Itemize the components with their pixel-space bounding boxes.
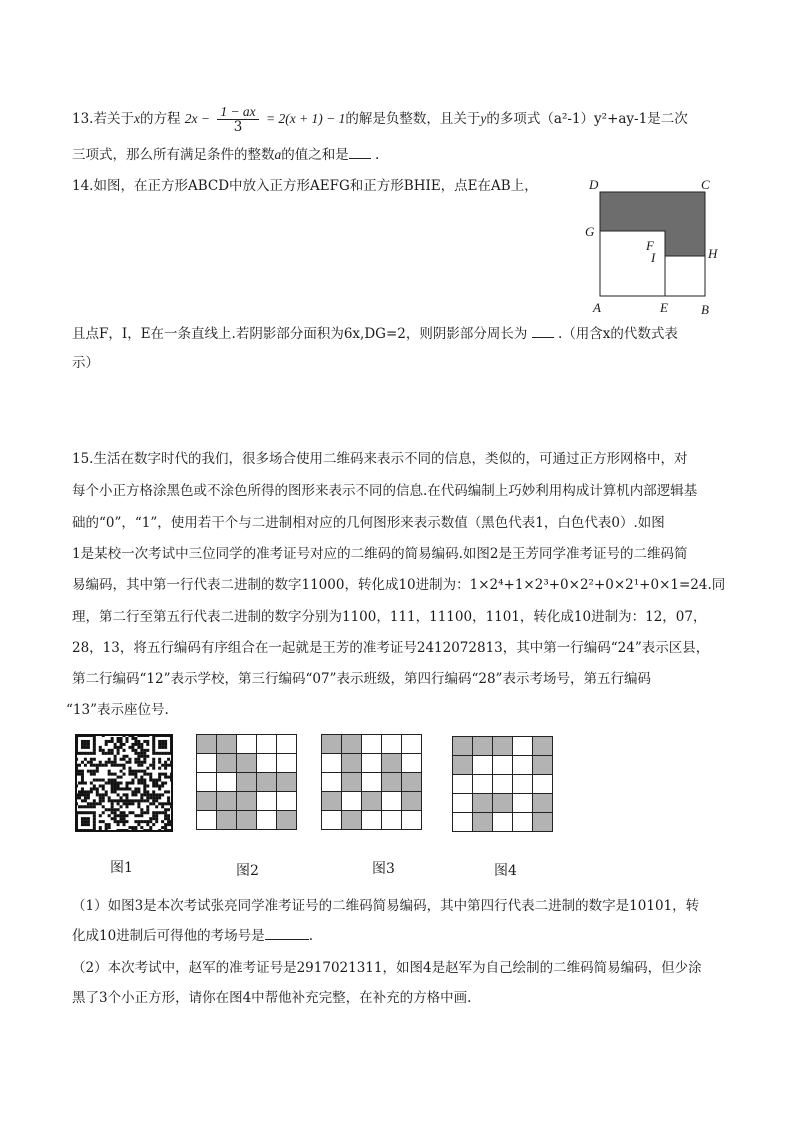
grid-cell: [402, 735, 422, 754]
caption-figure-1: 图1: [110, 860, 133, 876]
grid-cell: [382, 811, 402, 830]
fraction-numerator: 1 − ax: [217, 104, 258, 120]
grid-cell: [322, 811, 342, 830]
q15-line: 28，13，将五行编码有序组合在一起就是王芳的准考证号2412072813，其中第一行编码“24”表示区县，: [72, 640, 710, 656]
equation-fraction: [217, 104, 258, 135]
grid-cell[interactable]: [533, 813, 553, 832]
grid-cell[interactable]: [453, 756, 473, 775]
grid-cell[interactable]: [513, 794, 533, 813]
grid-cell[interactable]: [473, 756, 493, 775]
q15-line: 理，第二行至第五行代表二进制的数字分别为1100，111，11100，1101，转化成10进制为：12，07，: [72, 609, 707, 625]
grid-cell: [257, 735, 277, 754]
grid-cell: [362, 811, 382, 830]
q15-line: “13”表示座位号.: [66, 702, 169, 718]
q14-text: .（用含x的代数式表: [557, 326, 678, 342]
grid-cell: [217, 773, 237, 792]
q15-line: 易编码，其中第一行代表二进制的数字11000，转化成10进制为：1×2⁴+1×2³+0×2²+0×2¹+0×1=24.同: [72, 577, 726, 593]
grid-cell: [362, 773, 382, 792]
q14-line3: 示）: [72, 355, 99, 371]
grid-cell: [257, 754, 277, 773]
grid-cell[interactable]: [493, 813, 513, 832]
grid-cell: [197, 735, 217, 754]
grid-cell: [342, 773, 362, 792]
grid-cell: [342, 735, 362, 754]
grid-cell: [237, 773, 257, 792]
grid-cell[interactable]: [513, 775, 533, 794]
grid-cell: [237, 811, 257, 830]
grid-figure-2: [196, 734, 297, 830]
grid-cell: [362, 735, 382, 754]
caption-figure-4: 图4: [494, 863, 517, 879]
grid-cell[interactable]: [533, 794, 553, 813]
grid-cell: [217, 792, 237, 811]
grid-cell: [277, 811, 297, 830]
grid-cell: [362, 792, 382, 811]
answer-blank[interactable]: [349, 146, 371, 159]
q13-text: 13.若关于: [72, 111, 134, 127]
grid-cell: [402, 754, 422, 773]
grid-cell[interactable]: [453, 775, 473, 794]
grid-cell: [322, 792, 342, 811]
q15-sub1-line1: （1）如图3是本次考试张亮同学准考证号的二维码简易编码，其中第四行代表二进制的数字是10101，转: [72, 898, 700, 914]
grid-cell: [277, 773, 297, 792]
q13-text: 的方程: [139, 111, 181, 127]
grid-cell: [257, 773, 277, 792]
grid-cell[interactable]: [513, 756, 533, 775]
q15-text: 化成10进制后可得他的考场号是: [72, 928, 265, 944]
grid-figure-3: [321, 734, 422, 830]
grid-cell[interactable]: [473, 775, 493, 794]
label-A: A: [593, 300, 601, 315]
q15-line: 每个小正方格涂黑色或不涂色所得的图形来表示不同的信息.在代码编制上巧妙利用构成计算机内部逻辑基: [72, 483, 698, 499]
grid-cell[interactable]: [513, 813, 533, 832]
q13-line1: [72, 104, 688, 135]
fraction-denominator: 3: [233, 119, 243, 135]
grid-cell[interactable]: [533, 775, 553, 794]
grid-cell: [322, 754, 342, 773]
grid-cell[interactable]: [493, 775, 513, 794]
grid-cell: [402, 792, 422, 811]
q13-line2: [72, 145, 379, 165]
grid-cell: [257, 792, 277, 811]
grid-cell: [322, 735, 342, 754]
grid-cell[interactable]: [493, 794, 513, 813]
q13-text: .: [375, 147, 380, 163]
label-I: I: [651, 250, 656, 265]
grid-cell: [277, 735, 297, 754]
q14-line1: 14.如图，在正方形ABCD中放入正方形AEFG和正方形BHIE，点E在AB上，: [72, 178, 538, 194]
grid-cell: [277, 792, 297, 811]
grid-cell: [402, 773, 422, 792]
grid-cell: [382, 735, 402, 754]
q15-line: 15.生活在数字时代的我们，很多场合使用二维码来表示不同的信息，类似的，可通过正方形网格中，对: [72, 451, 688, 467]
grid-cell[interactable]: [453, 737, 473, 756]
q15-text: .: [308, 928, 313, 944]
grid-cell[interactable]: [453, 794, 473, 813]
label-H: H: [708, 246, 718, 261]
grid-cell: [322, 773, 342, 792]
q15-line: 1是某校一次考试中三位同学的准考证号对应的二维码的简易编码.如图2是王芳同学准考证号的二维码简: [72, 546, 688, 562]
grid-cell[interactable]: [533, 737, 553, 756]
grid-cell[interactable]: [513, 737, 533, 756]
q15-line: 第二行编码“12”表示学校，第三行编码“07”表示班级，第四行编码“28”表示考场号，第五行编码: [72, 671, 651, 687]
grid-cell: [217, 735, 237, 754]
grid-figure-4[interactable]: [452, 736, 553, 832]
label-G: G: [585, 224, 595, 239]
var-x: x: [133, 111, 140, 126]
q14-text: 且点F，I，E在一条直线上.若阴影部分面积为6x,DG=2，则阴影部分周长为: [72, 326, 528, 342]
label-B: B: [701, 302, 709, 317]
square-bhie: [665, 256, 705, 296]
q15-line: 础的“0”，“1”，使用若干个与二进制相对应的几何图形来表示数值（黑色代表1，白色代表0）.如图: [72, 515, 665, 531]
grid-cell[interactable]: [473, 794, 493, 813]
q13-text: 的解是负整数，且关于: [345, 111, 481, 127]
grid-cell: [382, 754, 402, 773]
grid-cell: [217, 754, 237, 773]
grid-cell: [197, 754, 217, 773]
var-a: a: [274, 147, 282, 162]
q13-text: 的值之和是: [281, 147, 349, 163]
caption-figure-2: 图2: [236, 863, 259, 879]
q14-line2: [72, 324, 678, 344]
grid-cell: [382, 773, 402, 792]
q15-sub2-line2: 黑了3个小正方形，请你在图4中帮他补充完整，在补充的方格中画.: [72, 990, 472, 1006]
grid-cell: [217, 811, 237, 830]
qr-code-image: [75, 734, 173, 832]
grid-cell: [237, 754, 257, 773]
label-D: D: [589, 177, 599, 192]
q13-text: 三项式，那么所有满足条件的整数: [72, 147, 275, 163]
grid-cell[interactable]: [493, 737, 513, 756]
q14-figure: [580, 174, 730, 320]
grid-cell: [237, 735, 257, 754]
label-E: E: [660, 300, 668, 315]
q13-text: 的多项式（a²-1）y²+ay-1是二次: [486, 111, 688, 127]
equation-rhs: = 2(x + 1) − 1: [265, 111, 346, 126]
grid-cell: [197, 773, 217, 792]
grid-cell: [382, 792, 402, 811]
grid-cell: [257, 811, 277, 830]
grid-cell: [197, 811, 217, 830]
label-C: C: [701, 177, 710, 192]
grid-cell[interactable]: [493, 756, 513, 775]
grid-cell: [237, 792, 257, 811]
grid-cell: [277, 754, 297, 773]
equation-lhs: 2x −: [184, 111, 211, 126]
grid-cell[interactable]: [473, 813, 493, 832]
q15-sub2-line1: （2）本次考试中，赵军的准考证号是2917021311，如图4是赵军为自己绘制的二维码简易编码，但少涂: [72, 960, 702, 976]
grid-cell[interactable]: [453, 813, 473, 832]
grid-cell: [402, 811, 422, 830]
grid-cell[interactable]: [473, 737, 493, 756]
answer-blank[interactable]: [532, 325, 554, 338]
grid-cell: [197, 792, 217, 811]
grid-cell: [342, 792, 362, 811]
answer-blank[interactable]: [265, 927, 309, 940]
var-y: y: [480, 111, 487, 126]
grid-cell: [342, 754, 362, 773]
grid-cell[interactable]: [533, 756, 553, 775]
label-F: F: [646, 238, 654, 253]
q15-sub1-line2: [72, 926, 313, 946]
grid-cell: [362, 754, 382, 773]
grid-cell: [342, 811, 362, 830]
caption-figure-3: 图3: [372, 861, 395, 877]
